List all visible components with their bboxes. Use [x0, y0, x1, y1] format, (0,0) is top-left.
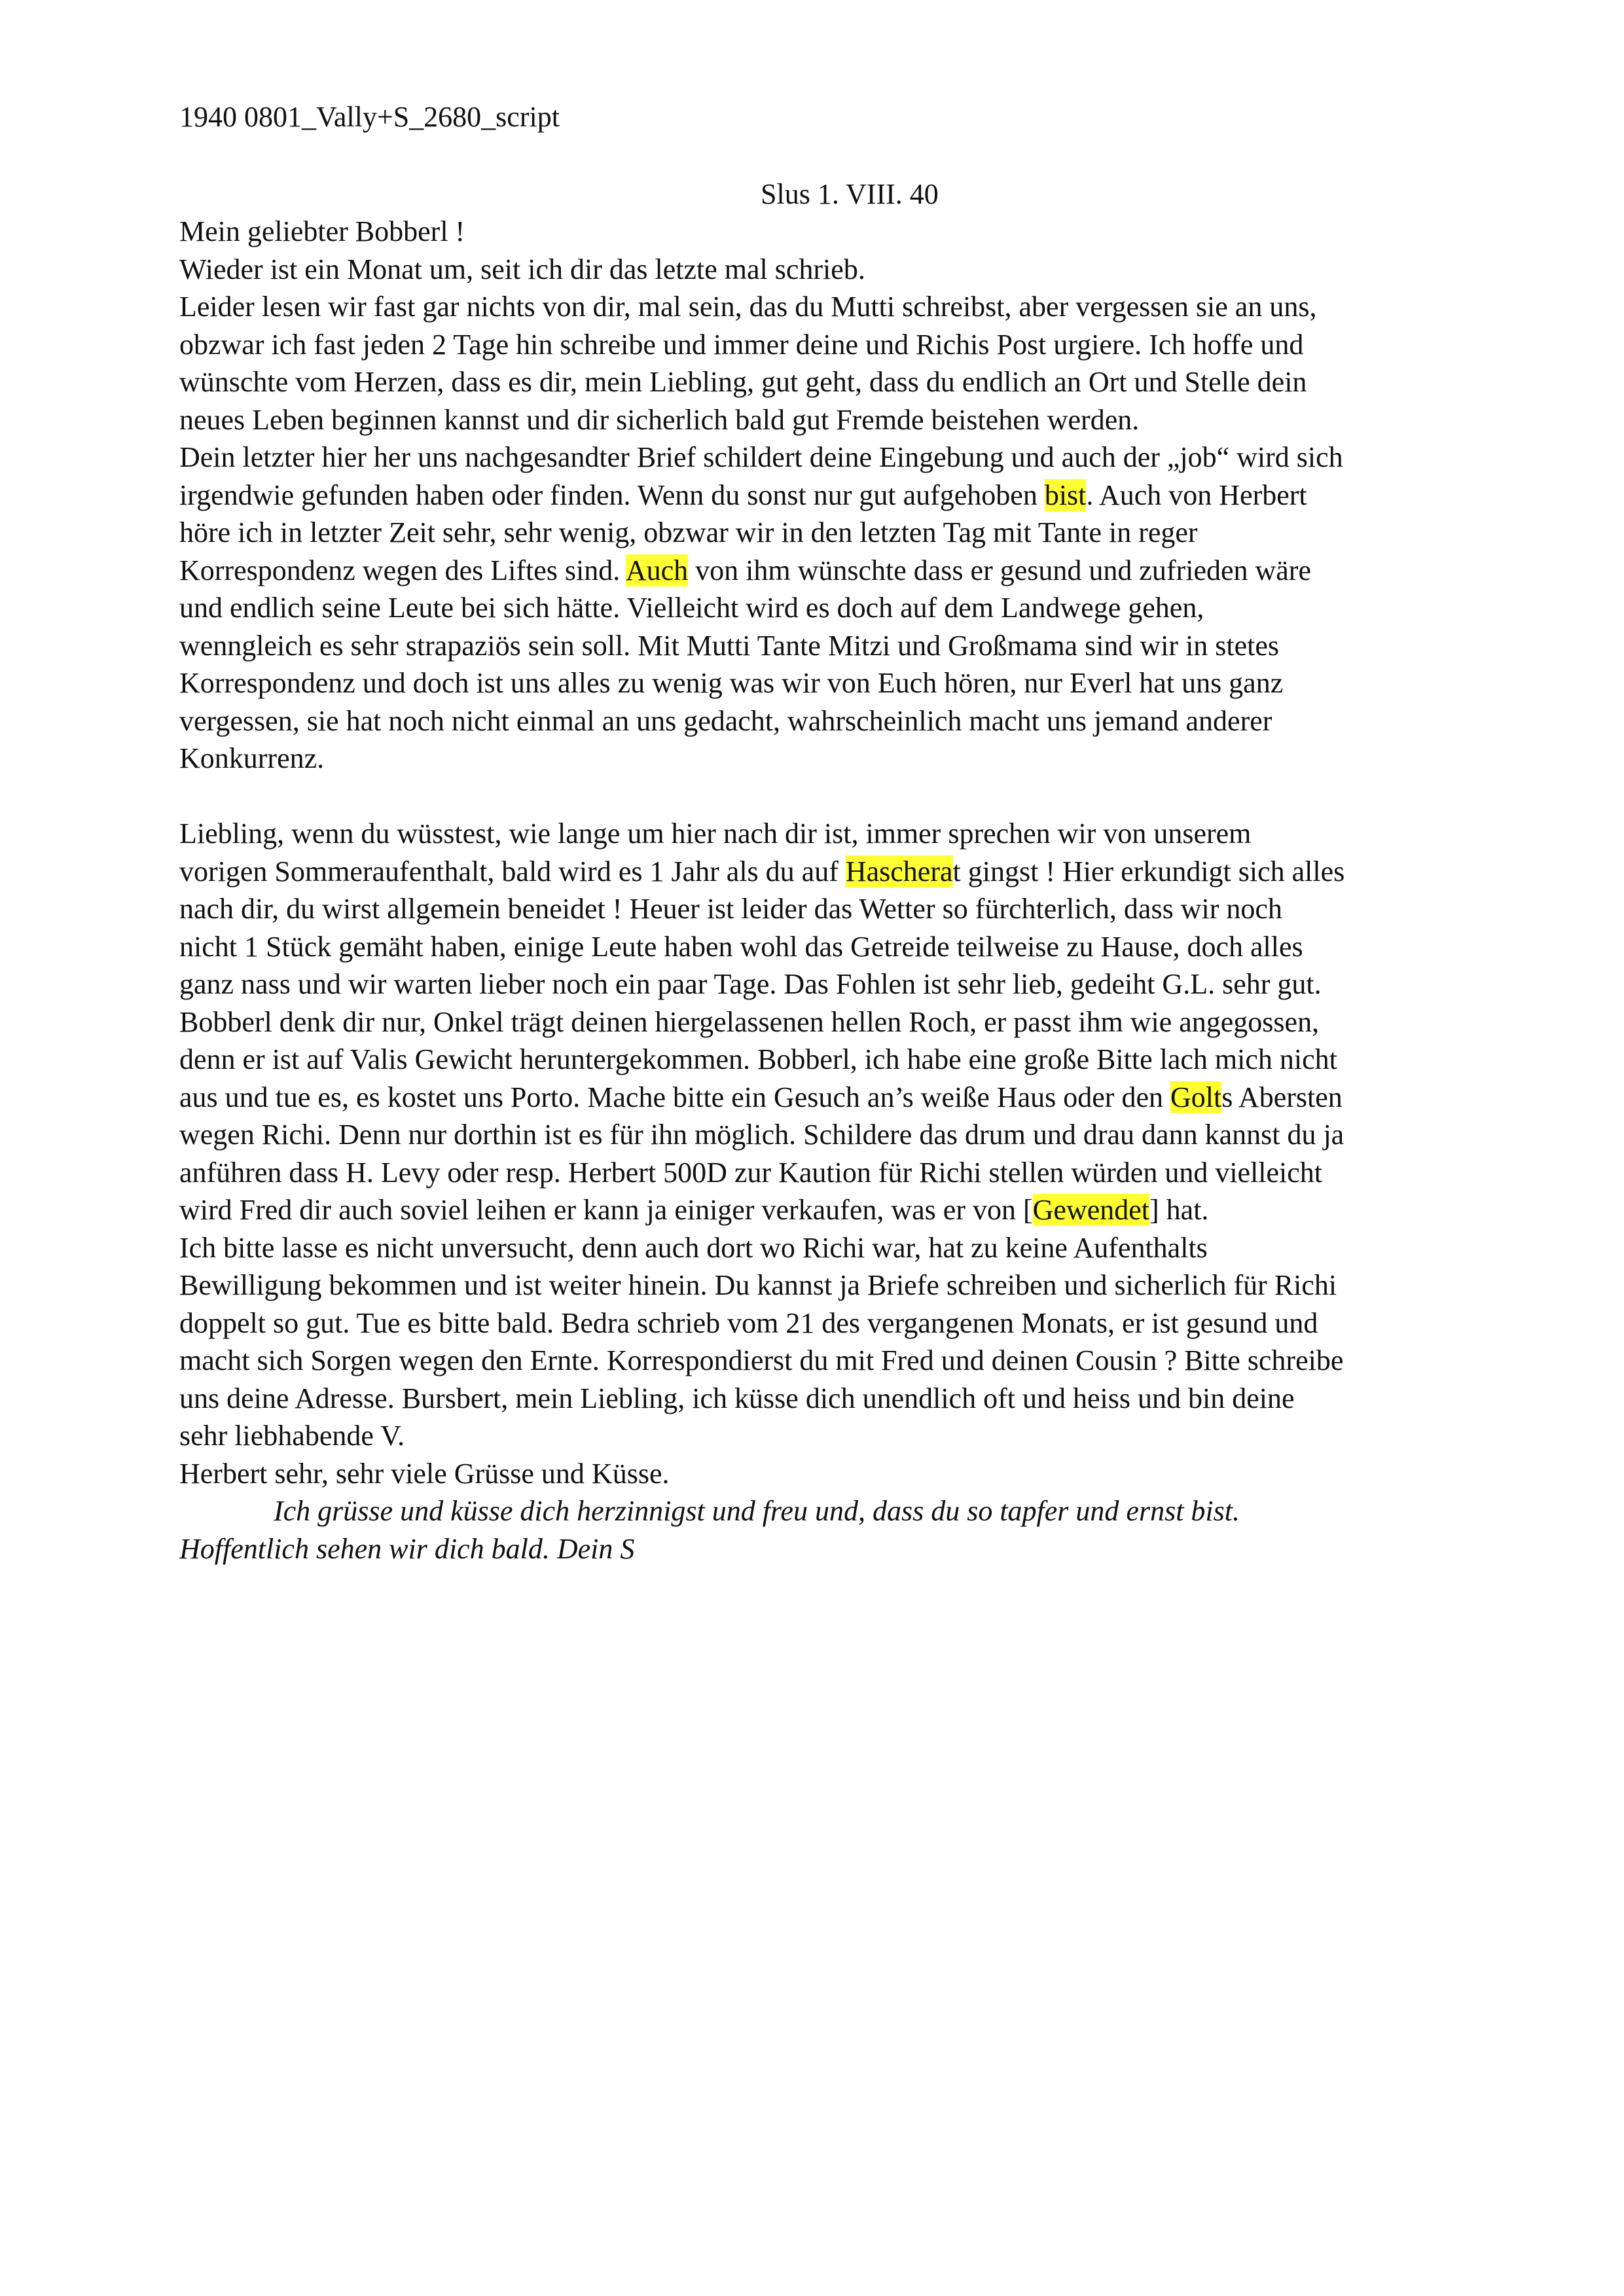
- text-segment: Mein geliebter Bobberl !: [179, 215, 465, 247]
- text-segment: Ich grüsse und küsse dich herzinnigst und freu und, dass du so tapfer und ernst bist.: [274, 1495, 1240, 1527]
- text-segment: und endlich seine Leute bei sich hätte. Vielleicht wird es doch auf dem Landwege gehen,: [179, 592, 1204, 624]
- highlighted-word: Haschera: [845, 855, 953, 888]
- text-segment: ganz nass und wir warten lieber noch ein paar Tage. Das Fohlen ist sehr lieb, gedeiht G.L. sehr gut.: [179, 968, 1322, 1000]
- text-line: [179, 928, 1515, 966]
- text-line: [179, 1003, 1515, 1041]
- text-line: [179, 890, 1515, 928]
- text-line: [179, 815, 1515, 853]
- paragraph-gap: [179, 778, 1515, 816]
- text-line: [179, 1492, 1515, 1530]
- text-segment: Konkurrenz.: [179, 742, 325, 774]
- text-segment: Korrespondenz wegen des Liftes sind.: [179, 554, 626, 586]
- text-line: [179, 1304, 1515, 1342]
- text-line: [179, 1342, 1515, 1380]
- text-line: [179, 288, 1515, 326]
- text-line: [179, 363, 1515, 401]
- text-segment: Hoffentlich sehen wir dich bald. Dein S: [179, 1532, 635, 1565]
- text-segment: vorigen Sommeraufenthalt, bald wird es 1 Jahr als du auf: [179, 855, 846, 888]
- text-segment: wegen Richi. Denn nur dorthin ist es für ihn möglich. Schildere das drum und drau dann kannst du ja: [179, 1119, 1344, 1151]
- text-line: [179, 1380, 1515, 1418]
- text-segment: Bobberl denk dir nur, Onkel trägt deinen hiergelassenen hellen Roch, er passt ihm wie angegossen,: [179, 1005, 1320, 1038]
- text-line: [179, 514, 1515, 552]
- text-segment: doppelt so gut. Tue es bitte bald. Bedra schrieb vom 21 des vergangenen Monats, er ist gesund und: [179, 1306, 1318, 1339]
- text-segment: vergessen, sie hat noch nicht einmal an uns gedacht, wahrscheinlich macht uns jemand anderer: [179, 704, 1272, 737]
- text-segment: Liebling, wenn du wüsstest, wie lange um hier nach dir ist, immer sprechen wir von unserem: [179, 817, 1252, 850]
- text-segment: Wieder ist ein Monat um, seit ich dir das letzte mal schrieb.: [179, 253, 865, 285]
- letter-body: [179, 213, 1515, 1568]
- text-line: [179, 552, 1515, 590]
- text-line: [179, 476, 1515, 514]
- text-segment: Korrespondenz und doch ist uns alles zu wenig was wir von Euch hören, nur Everl hat uns ganz: [179, 667, 1284, 699]
- text-line: [179, 251, 1515, 289]
- text-segment: nach dir, du wirst allgemein beneidet ! Heuer ist leider das Wetter so fürchterlich, dass wir noch: [179, 893, 1282, 925]
- document-header: 1940 0801_Vally+S_2680_script: [179, 101, 560, 133]
- text-line: [179, 853, 1515, 891]
- text-segment: neues Leben beginnen kannst und dir sicherlich bald gut Fremde beistehen werden.: [179, 403, 1140, 436]
- text-segment: nicht 1 Stück gemäht haben, einige Leute haben wohl das Getreide teilweise zu Hause, doch alles: [179, 930, 1303, 963]
- text-line: [179, 965, 1515, 1003]
- text-line: [179, 1191, 1515, 1229]
- text-segment: Dein letzter hier her uns nachgesandter Brief schildert deine Eingebung und auch der „job“ wird sich: [179, 441, 1343, 473]
- text-line: [179, 1455, 1515, 1493]
- highlighted-word: Auch: [625, 554, 689, 586]
- text-line: [179, 589, 1515, 627]
- text-line: [179, 1079, 1515, 1117]
- letter-dateline: Slus 1. VIII. 40: [761, 178, 939, 210]
- text-line: [179, 702, 1515, 740]
- highlighted-word: bist: [1044, 478, 1087, 511]
- text-line: [179, 1154, 1515, 1192]
- text-segment: Bewilligung bekommen und ist weiter hinein. Du kannst ja Briefe schreiben und sicherlich für Richi: [179, 1269, 1337, 1301]
- text-line: [179, 1229, 1515, 1267]
- text-segment: wenngleich es sehr strapaziös sein soll. Mit Mutti Tante Mitzi und Großmama sind wir in stetes: [179, 629, 1280, 662]
- text-line: [179, 326, 1515, 364]
- text-segment: höre ich in letzter Zeit sehr, sehr wenig, obzwar wir in den letzten Tag mit Tante in reger: [179, 516, 1198, 548]
- text-segment: obzwar ich fast jeden 2 Tage hin schreibe und immer deine und Richis Post urgiere. Ich hoffe und: [179, 328, 1304, 361]
- text-line: [179, 1041, 1515, 1079]
- text-segment: uns deine Adresse. Bursbert, mein Liebling, ich küsse dich unendlich oft und heiss und bin deine: [179, 1382, 1295, 1414]
- text-line: [179, 1530, 1515, 1568]
- text-segment: denn er ist auf Valis Gewicht heruntergekommen. Bobberl, ich habe eine große Bitte lach mich nicht: [179, 1043, 1337, 1075]
- text-segment: Leider lesen wir fast gar nichts von dir, mal sein, das du Mutti schreibst, aber vergessen sie an uns,: [179, 291, 1317, 323]
- text-segment: von ihm wünschte dass er gesund und zufrieden wäre: [688, 554, 1311, 586]
- text-segment: Herbert sehr, sehr viele Grüsse und Küsse.: [179, 1457, 670, 1490]
- text-segment: . Auch von Herbert: [1086, 478, 1307, 511]
- text-segment: irgendwie gefunden haben oder finden. Wenn du sonst nur gut aufgehoben: [179, 478, 1045, 511]
- text-line: [179, 664, 1515, 702]
- text-line: [179, 213, 1515, 251]
- text-segment: sehr liebhabende V.: [179, 1420, 405, 1452]
- text-segment: wünschte vom Herzen, dass es dir, mein Liebling, gut geht, dass du endlich an Ort und Stelle dein: [179, 366, 1307, 398]
- text-segment: s Abersten: [1221, 1081, 1343, 1113]
- text-line: [179, 1266, 1515, 1304]
- text-segment: wird Fred dir auch soviel leihen er kann ja einiger verkaufen, was er von [: [179, 1194, 1033, 1226]
- text-segment: aus und tue es, es kostet uns Porto. Mache bitte ein Gesuch an’s weiße Haus oder den: [179, 1081, 1170, 1113]
- text-segment: ] hat.: [1149, 1194, 1209, 1226]
- text-segment: macht sich Sorgen wegen den Ernte. Korrespondierst du mit Fred und deinen Cousin ? Bitte schreibe: [179, 1344, 1344, 1376]
- text-line: [179, 627, 1515, 665]
- highlighted-word: Gewendet: [1032, 1194, 1150, 1226]
- text-line: [179, 1417, 1515, 1455]
- text-segment: Ich bitte lasse es nicht unversucht, denn auch dort wo Richi war, hat zu keine Aufenthalts: [179, 1231, 1208, 1264]
- text-segment: anführen dass H. Levy oder resp. Herbert 500D zur Kaution für Richi stellen würden und vielleicht: [179, 1156, 1323, 1189]
- text-line: [179, 740, 1515, 778]
- text-line: [179, 1116, 1515, 1154]
- text-segment: t gingst ! Hier erkundigt sich alles: [952, 855, 1345, 888]
- text-line: [179, 439, 1515, 476]
- highlighted-word: Golt: [1170, 1081, 1222, 1113]
- text-line: [179, 401, 1515, 439]
